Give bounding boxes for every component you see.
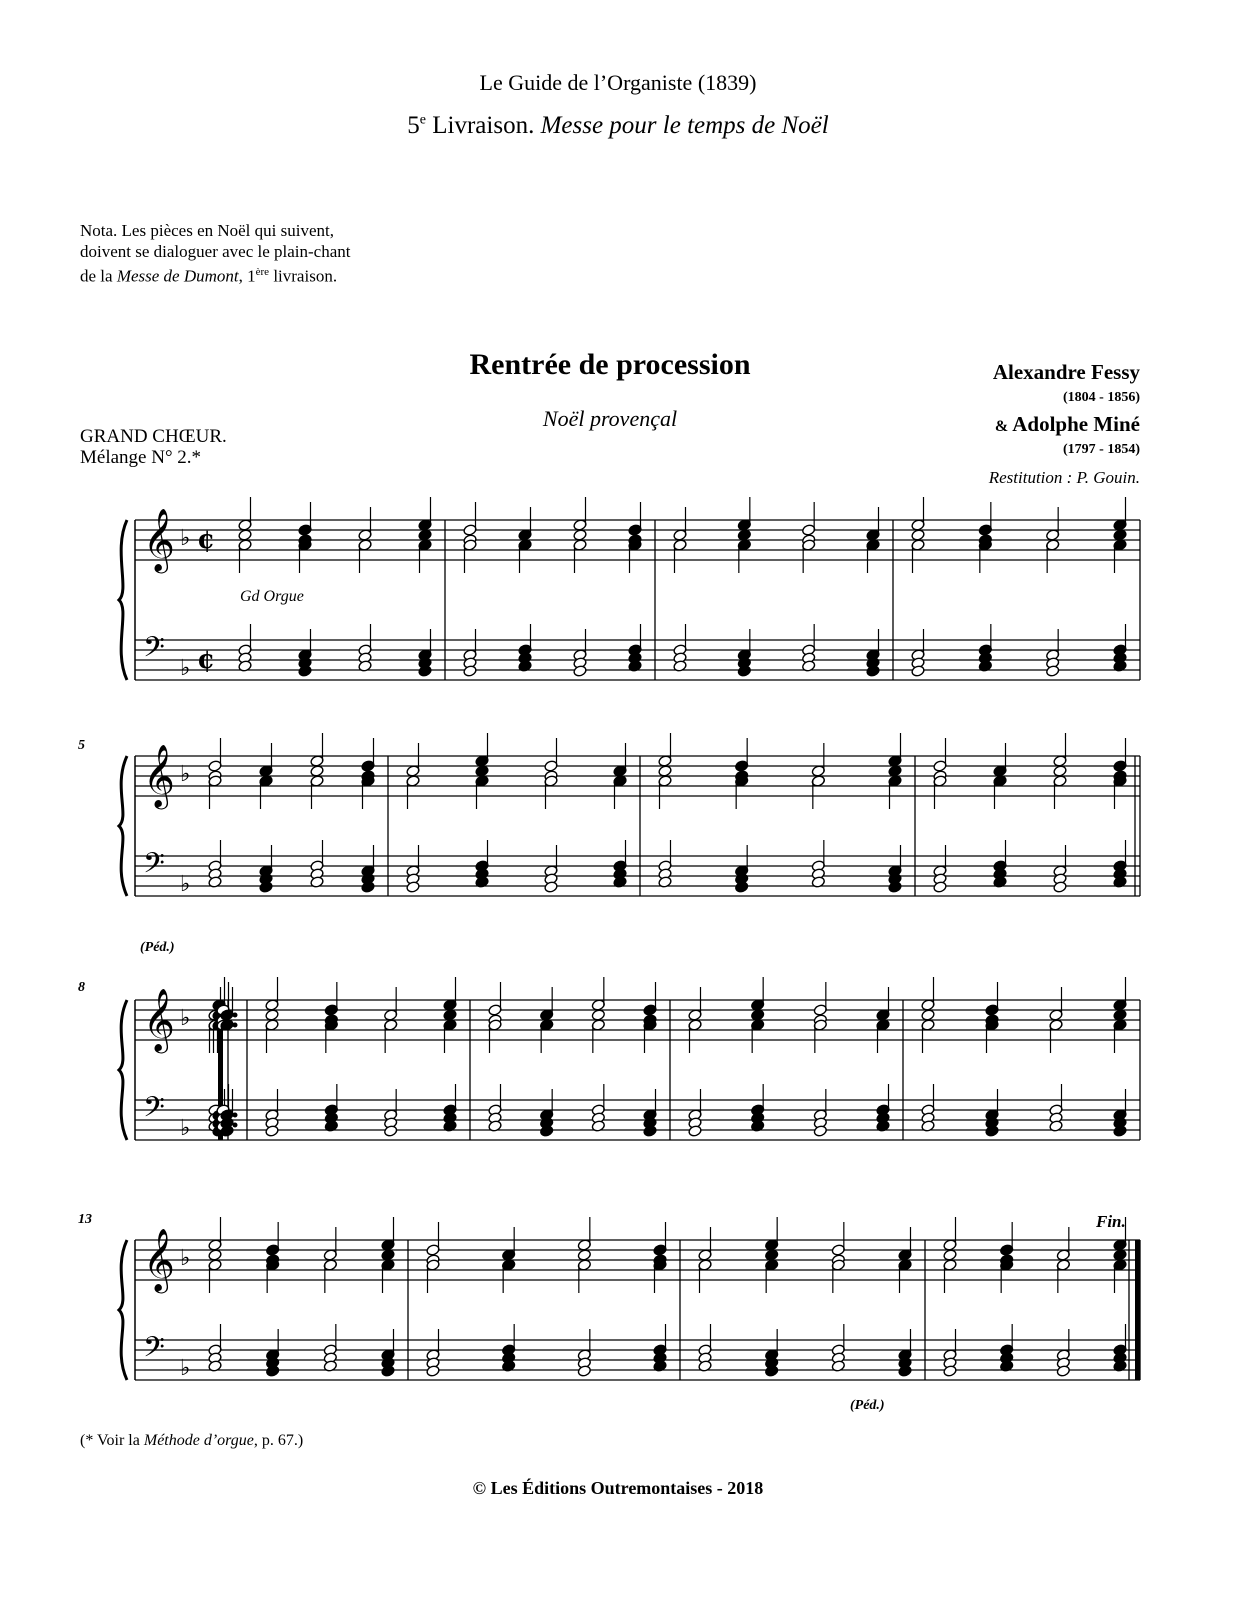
note-head [310,765,324,778]
note-head [265,1009,279,1022]
piece-subtitle: Noël provençal [542,406,678,431]
note-head [1113,529,1127,542]
time-signature: ¢ [197,645,216,675]
flat-key-signature: ♭ [180,526,191,551]
note-head [911,529,925,542]
registration-line-2: Mélange N° 2.* [80,447,202,468]
series-title-text: Le Guide de l’Organiste [479,70,693,95]
note-head [573,529,587,542]
nota-line-2: doivent se dialoguer avec le plain-chant [80,242,351,261]
note-head [658,765,672,778]
note-head [577,1249,591,1262]
brace [119,520,127,680]
flat-key-signature: ♭ [180,762,191,787]
bass-clef: 𝄢 [143,1331,165,1371]
gd-orgue-label: Gd Orgue [240,588,304,605]
measure-number-8: 8 [78,980,85,995]
note-head [750,1009,764,1022]
registration-line-1: GRAND CHŒUR. [80,426,227,447]
measure-number-13: 13 [78,1212,92,1227]
flat-key-signature: ♭ [180,656,191,681]
note-head [1053,765,1067,778]
piece-title: Rentrée de procession [469,348,751,381]
nota-line-3-italic: Messe de Dumont [116,266,239,286]
series-year: (1839) [697,70,757,95]
bass-clef: 𝄢 [143,631,165,671]
note-head [764,1249,778,1262]
note-head [591,1009,605,1022]
restitution-credit: Restitution : P. Gouin. [988,468,1140,487]
issue-word: Livraison. [426,112,541,139]
note-head [1113,1249,1127,1262]
composer-2-name: Adolphe Miné [1012,412,1140,436]
flat-key-signature: ♭ [180,872,191,897]
time-signature: ¢ [197,525,216,555]
treble-clef: 𝄞 [143,508,175,571]
brace [119,756,127,896]
flat-key-signature: ♭ [180,1006,191,1031]
bass-clef: 𝄢 [143,1091,165,1131]
footnote-prefix: (* Voir la [80,1432,144,1449]
note-head [737,529,751,542]
treble-clef: 𝄞 [143,1228,175,1291]
note-head [943,1249,957,1262]
note-head [1113,1009,1127,1022]
treble-clef: 𝄞 [143,744,175,807]
footnote [80,1432,303,1450]
brace [119,1000,127,1140]
issue-sup: e [419,112,426,128]
pedal-mark-2: (Péd.) [850,1398,885,1413]
composer-2-prefix: & [994,418,1013,435]
flat-key-signature: ♭ [180,1116,191,1141]
note-head [381,1249,395,1262]
bass-clef: 𝄢 [143,847,165,887]
note-head [475,765,489,778]
copyright: © Les Éditions Outremontaises - 2018 [472,1478,764,1498]
nota-line-1: Nota. Les pièces en Noël qui suivent, [80,221,334,240]
nota-line-3-prefix: de la [80,266,117,286]
composer-2-dates: (1797 - 1854) [1063,442,1140,457]
composer-1: Alexandre Fessy [992,360,1140,384]
fin-mark: Fin. [1096,1212,1126,1231]
flat-key-signature: ♭ [180,1246,191,1271]
footnote-suffix: , p. 67.) [253,1432,304,1449]
nota-line-3-suffix: livraison. [269,266,338,286]
brace [119,1240,127,1380]
footnote-italic: Méthode d’orgue [143,1432,254,1449]
note-head [443,1009,457,1022]
treble-clef: 𝄞 [143,988,175,1051]
composer-1-dates: (1804 - 1856) [1063,390,1140,405]
final-barline-thick [1135,1240,1140,1380]
flat-key-signature: ♭ [180,1356,191,1381]
pedal-mark-1: (Péd.) [140,940,175,955]
note-head [888,765,902,778]
note-head [208,1249,222,1262]
measure-number-5: 5 [78,738,85,753]
issue-title-italic: Messe pour le temps de Noël [540,112,829,139]
note-head [418,529,432,542]
note-head [921,1009,935,1022]
nota-line-3-mid: , 1 [238,266,256,286]
nota-line-3-sup: ère [255,266,270,278]
note-head [238,529,252,542]
issue-number: 5 [407,112,420,139]
